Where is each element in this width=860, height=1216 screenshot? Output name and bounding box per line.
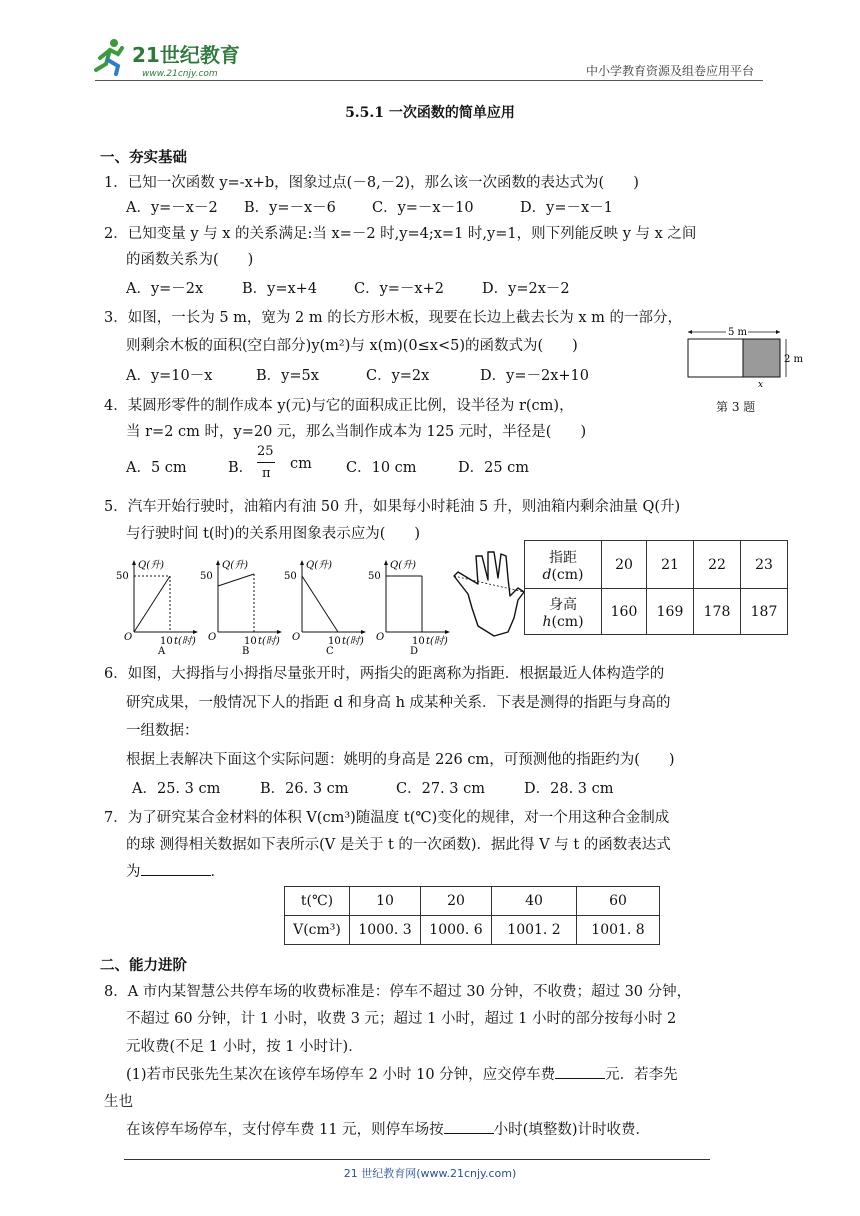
q7-t-cell: 60 [577,887,660,916]
q6-option-b: B．26. 3 cm [260,781,349,797]
q6-h-cell: 178 [694,589,741,635]
svg-text:B: B [242,646,250,657]
svg-text:10: 10 [244,636,257,647]
q3-caption: 第 3 题 [716,400,756,414]
q2-option-d: D．y=2x－2 [482,281,570,297]
q6-h-cell: 187 [741,589,788,635]
q7-t-cell: 10 [350,887,421,916]
svg-text:Q(升): Q(升) [306,560,333,571]
graph-b [200,559,282,657]
svg-text:Q(升): Q(升) [390,560,417,571]
q1-options [126,196,613,217]
q8-line5: 生也 [104,1094,133,1110]
runner-icon [96,39,122,74]
svg-text:O: O [124,632,133,643]
q6-line4: 根据上表解决下面这个实际问题：姚明的身高是 226 cm，可预测他的指距约为( ) [126,752,675,768]
q3-option-b: B．y=5x [256,368,319,384]
graph-a [116,559,198,657]
q7-header-v: V(cm³) [285,916,350,945]
q2-line1: 2．已知变量 y 与 x 的关系满足:当 x=－2 时,y=4;x=1 时,y=1，则下列能反映 y 与 x 之间 [104,226,697,242]
q2-option-c: C．y=－x+2 [354,281,444,297]
graph-d [368,559,450,657]
q4-option-a: A．5 cm [126,460,187,476]
q6-h-cell: 160 [602,589,647,635]
q6-d-cell: 23 [741,541,788,589]
q8-fee-blank[interactable] [555,1064,605,1079]
logo-text: 21世纪教育 [132,43,240,67]
q6-option-a: A．25. 3 cm [132,781,221,797]
q6-table [524,540,788,635]
fraction-bar [257,462,275,463]
q1-option-a: A．y=－x－2 [126,200,218,216]
q2-option-a: A．y=－2x [126,281,204,297]
q3-figure [686,324,804,390]
svg-text:D: D [410,646,419,657]
q1-option-d: D．y=－x－1 [520,200,613,216]
q7-line2: 的球 测得相关数据如下表所示(V 是关于 t 的一次函数)．据此得 V 与 t 的函数表达式 [126,837,671,853]
q7-v-cell: 1000. 3 [350,916,421,945]
q1-text: 1．已知一次函数 y=-x+b，图象过点(－8,－2)，那么该一次函数的表达式为( ) [104,175,639,191]
q6-option-c: C．27. 3 cm [396,781,485,797]
q6-header-d: 指距 d(cm) [525,541,602,589]
q1-option-b: B．y=－x－6 [244,200,336,216]
q6-header-h: 身高 h(cm) [525,589,602,635]
hand-icon [448,548,526,640]
logo-url: www.21cnjy.com [142,69,218,79]
q6-options [132,777,614,798]
q7-header-t: t(℃) [285,887,350,916]
q5-line1: 5．汽车开始行驶时，油箱内有油 50 升，如果每小时耗油 5 升，则油箱内剩余油量 Q(升) [104,499,681,515]
q6-d-cell: 20 [602,541,647,589]
svg-text:10: 10 [160,636,173,647]
q6-h-cell: 169 [647,589,694,635]
q4-option-b-numerator: 25 [257,444,274,459]
svg-text:t(时): t(时) [342,636,364,647]
svg-text:O: O [208,632,217,643]
q8-line4: (1)若市民张先生某次在该停车场停车 2 小时 10 分钟，应交停车费 元．若李先 [126,1063,678,1084]
q1-option-c: C．y=－x－10 [372,200,474,216]
q6-d-cell: 22 [694,541,741,589]
svg-text:O: O [292,632,301,643]
q8-line6: 在该停车场停车，支付停车费 11 元，则停车场按 小时(填整数)计时收费． [126,1118,650,1139]
footer-divider [124,1159,710,1160]
svg-text:50: 50 [200,571,213,582]
q4-option-b-denominator: π [262,466,271,481]
q8-hours-blank[interactable] [444,1119,494,1134]
svg-text:50: 50 [284,571,297,582]
svg-text:t(时): t(时) [426,636,448,647]
svg-text:t(时): t(时) [258,636,280,647]
q3-figure-width: 2 m [784,354,804,365]
svg-text:50: 50 [116,571,129,582]
q6-line2: 研究成果，一般情况下人的指距 d 和身高 h 成某种关系．下表是测得的指距与身高的 [126,695,671,711]
svg-text:O: O [376,632,385,643]
q3-option-c: C．y=2x [366,368,430,384]
svg-text:C: C [326,646,334,657]
q7-line3: 为 ． [126,860,225,881]
q3-option-d: D．y=－2x+10 [480,368,589,384]
header-divider [95,80,763,81]
q6-line1: 6．如图，大拇指与小拇指尽量张开时，两指尖的距离称为指距．根据最近人体构造学的 [104,666,665,682]
q7-v-cell: 1000. 6 [421,916,492,945]
svg-text:Q(升): Q(升) [222,560,249,571]
q6-option-d: D．28. 3 cm [524,781,614,797]
q4-line2: 当 r=2 cm 时，y=20 元，那么当制作成本为 125 元时，半径是( ) [126,424,587,440]
q5-line2: 与行驶时间 t(时)的关系用图象表示应为( ) [126,526,421,542]
q3-line1: 3．如图，一长为 5 m，宽为 2 m 的长方形木板，现要在长边上截去长为 x m 的一部分， [104,310,682,326]
svg-text:Q(升): Q(升) [138,560,165,571]
q4-option-d: D．25 cm [458,460,530,476]
q7-v-cell: 1001. 8 [577,916,660,945]
q2-line2: 的函数关系为( ) [126,252,254,268]
q5-graphs [114,556,454,656]
graph-c [284,559,366,657]
q4-option-b-prefix: B． [228,460,254,476]
q6-d-cell: 21 [647,541,694,589]
svg-text:10: 10 [328,636,341,647]
q3-line2: 则剩余木板的面积(空白部分)y(m²)与 x(m)(0≤x<5)的函数式为( ) [126,338,578,354]
q3-figure-length: 5 m [728,327,748,338]
q7-t-cell: 20 [421,887,492,916]
q3-options [126,364,589,385]
q4-option-c: C．10 cm [346,460,417,476]
svg-text:A: A [158,646,166,657]
page-title: 5.5.1 一次函数的简单应用 [345,105,515,121]
q7-line1: 7．为了研究某合金材料的体积 V(cm³)随温度 t(℃)变化的规律，对一个用这种合金制成 [104,810,670,826]
footer-text: 21 世纪教育网(www.21cnjy.com) [343,1167,517,1180]
section-heading-2: 二、能力进阶 [100,957,187,974]
svg-text:50: 50 [368,571,381,582]
q8-line2: 不超过 60 分钟，计 1 小时，收费 3 元；超过 1 小时，超过 1 小时的部分按每小时 2 [126,1011,677,1027]
svg-text:t(时): t(时) [174,636,196,647]
q4-option-b-unit: cm [290,456,312,472]
q8-line1: 8．A 市内某智慧公共停车场的收费标准是：停车不超过 30 分钟，不收费；超过 30 分钟， [104,984,692,1000]
q3-figure-x: x [758,380,764,390]
svg-text:10: 10 [412,636,425,647]
q2-options [126,277,570,298]
q3-option-a: A．y=10－x [126,368,213,384]
q2-option-b: B．y=x+4 [242,281,318,297]
section-heading-1: 一、夯实基础 [100,149,187,166]
q7-table [284,886,660,945]
site-logo [92,36,262,82]
platform-name: 中小学教育资源及组卷应用平台 [585,64,754,78]
q8-line3: 元收费(不足 1 小时，按 1 小时计)． [126,1039,363,1055]
q7-answer-blank[interactable] [141,861,211,876]
q6-line3: 一组数据： [126,723,199,739]
q4-line1: 4．某圆形零件的制作成本 y(元)与它的面积成正比例，设半径为 r(cm)， [104,398,574,414]
q7-t-cell: 40 [492,887,577,916]
q7-v-cell: 1001. 2 [492,916,577,945]
